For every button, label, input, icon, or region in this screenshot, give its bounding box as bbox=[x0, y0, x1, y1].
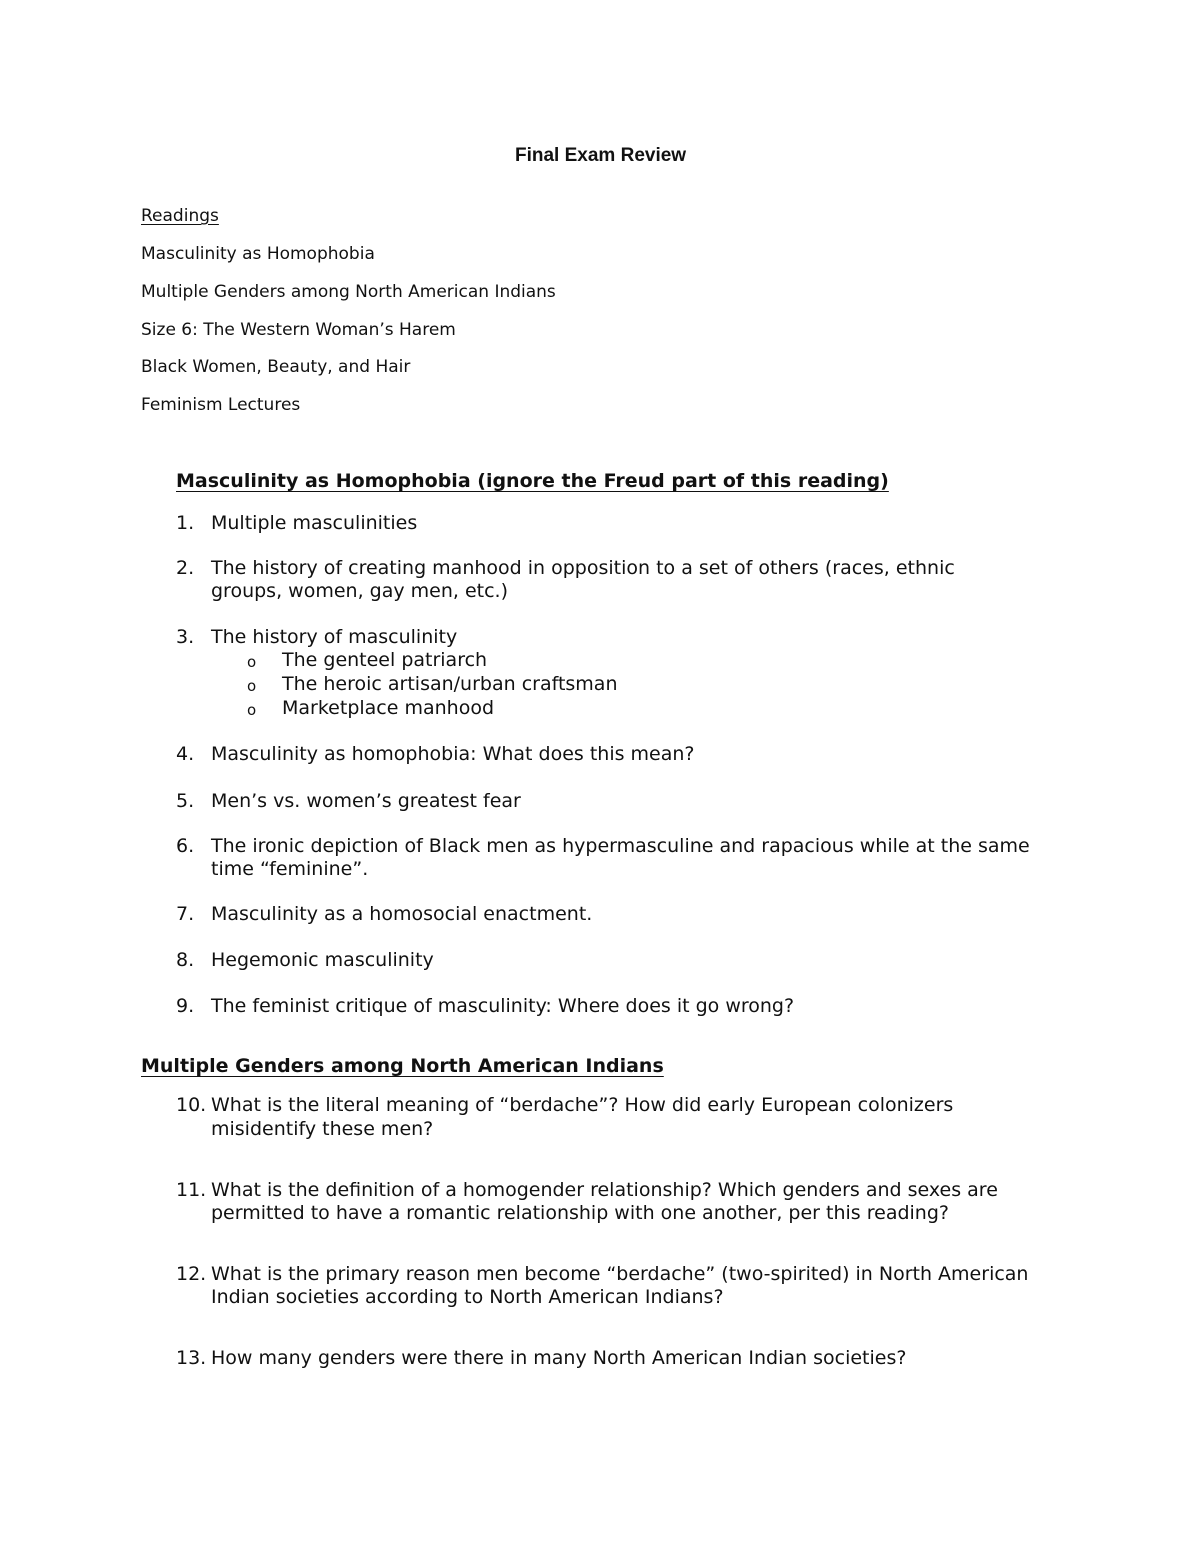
reading-item: Multiple Genders among North American Indians bbox=[141, 282, 556, 302]
list-item bbox=[176, 556, 1076, 604]
list-item bbox=[176, 625, 1076, 649]
item-number: 9. bbox=[176, 995, 195, 1017]
item-number: 12. bbox=[176, 1263, 207, 1285]
item-text: What is the primary reason men become “berdache” (two-spirited) in North American bbox=[211, 1263, 1029, 1285]
item-text: permitted to have a romantic relationship with one another, per this reading? bbox=[211, 1202, 949, 1224]
section-heading-masculinity: Masculinity as Homophobia (ignore the Freud part of this reading) bbox=[176, 470, 889, 492]
item-text: Masculinity as a homosocial enactment. bbox=[211, 903, 593, 925]
sub-item-text: The genteel patriarch bbox=[282, 649, 488, 671]
item-number: 1. bbox=[176, 512, 195, 534]
item-text: Indian societies according to North American Indians? bbox=[211, 1286, 724, 1308]
item-text: Multiple masculinities bbox=[211, 512, 418, 534]
list-item bbox=[176, 1346, 1076, 1370]
item-text: The history of masculinity bbox=[211, 626, 458, 648]
item-number: 2. bbox=[176, 557, 195, 579]
list-item bbox=[176, 1178, 1076, 1226]
item-number: 11. bbox=[176, 1179, 207, 1201]
sub-item-text: Marketplace manhood bbox=[282, 697, 495, 719]
reading-item: Feminism Lectures bbox=[141, 395, 301, 415]
item-number: 4. bbox=[176, 743, 195, 765]
item-number: 5. bbox=[176, 790, 195, 812]
item-text: Hegemonic masculinity bbox=[211, 949, 434, 971]
item-number: 7. bbox=[176, 903, 195, 925]
sub-list-item bbox=[247, 696, 947, 720]
item-text: time “feminine”. bbox=[211, 858, 369, 880]
list-item bbox=[176, 742, 1076, 766]
item-number: 10. bbox=[176, 1094, 207, 1116]
reading-item: Size 6: The Western Woman’s Harem bbox=[141, 320, 456, 340]
sub-list-item bbox=[247, 648, 947, 672]
sub-list-item bbox=[247, 672, 947, 696]
item-text: The feminist critique of masculinity: Where does it go wrong? bbox=[211, 995, 795, 1017]
item-text: How many genders were there in many North American Indian societies? bbox=[211, 1347, 907, 1369]
item-text: The ironic depiction of Black men as hypermasculine and rapacious while at the same bbox=[211, 835, 1030, 857]
bullet-marker: o bbox=[247, 677, 257, 695]
list-item bbox=[176, 948, 1076, 972]
item-text: What is the literal meaning of “berdache”? How did early European colonizers bbox=[211, 1094, 954, 1116]
item-number: 8. bbox=[176, 949, 195, 971]
item-text: groups, women, gay men, etc.) bbox=[211, 580, 508, 602]
reading-item: Masculinity as Homophobia bbox=[141, 244, 375, 264]
bullet-marker: o bbox=[247, 653, 257, 671]
list-item bbox=[176, 834, 1076, 882]
item-text: misidentify these men? bbox=[211, 1118, 434, 1140]
list-item bbox=[176, 1093, 1076, 1141]
page-title: Final Exam Review bbox=[515, 145, 687, 166]
item-text: Men’s vs. women’s greatest fear bbox=[211, 790, 521, 812]
bullet-marker: o bbox=[247, 701, 257, 719]
readings-heading: Readings bbox=[141, 206, 219, 226]
item-text: The history of creating manhood in opposition to a set of others (races, ethnic bbox=[211, 557, 955, 579]
item-number: 6. bbox=[176, 835, 195, 857]
item-number: 13. bbox=[176, 1347, 207, 1369]
list-item bbox=[176, 994, 1076, 1018]
reading-item: Black Women, Beauty, and Hair bbox=[141, 357, 411, 377]
item-text: What is the definition of a homogender relationship? Which genders and sexes are bbox=[211, 1179, 998, 1201]
section-heading-multiple-genders: Multiple Genders among North American Indians bbox=[141, 1055, 664, 1077]
item-number: 3. bbox=[176, 626, 195, 648]
list-item bbox=[176, 1262, 1076, 1310]
list-item bbox=[176, 789, 1076, 813]
sub-item-text: The heroic artisan/urban craftsman bbox=[282, 673, 618, 695]
item-text: Masculinity as homophobia: What does this mean? bbox=[211, 743, 695, 765]
list-item bbox=[176, 511, 1076, 535]
list-item bbox=[176, 902, 1076, 926]
